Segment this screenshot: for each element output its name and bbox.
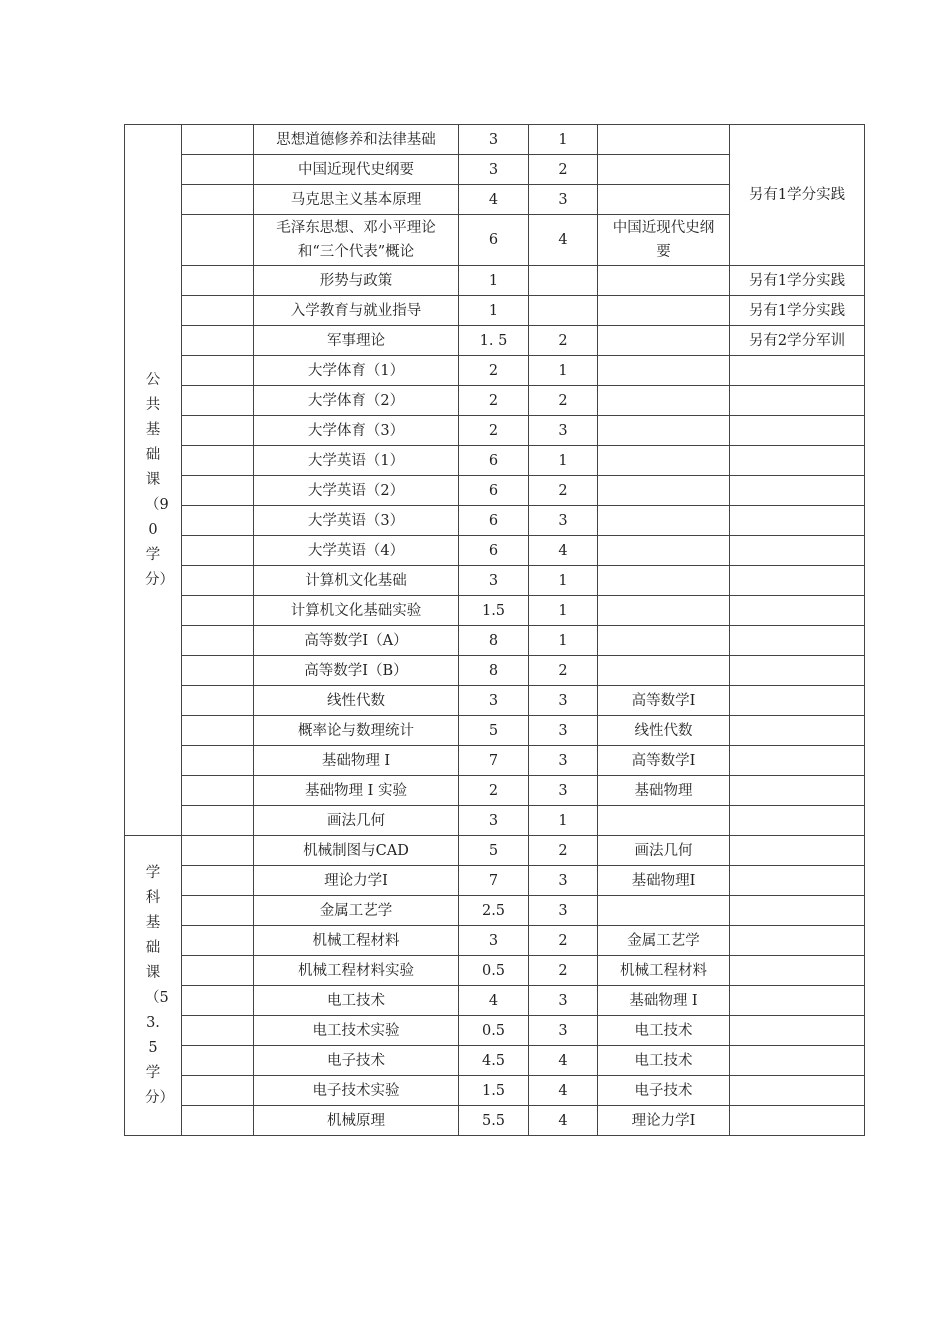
course-prereq: 高等数学Ⅰ: [598, 686, 730, 716]
course-term: 2: [529, 326, 598, 356]
course-term: 3: [529, 776, 598, 806]
empty-cell: [730, 1106, 865, 1136]
empty-cell: [182, 326, 254, 356]
course-note: 另有1学分实践: [730, 125, 865, 266]
course-credits: 0.5: [459, 956, 529, 986]
course-credits: 2: [459, 776, 529, 806]
course-name: 大学英语（2）: [254, 476, 459, 506]
course-prereq: [598, 506, 730, 536]
empty-cell: [730, 746, 865, 776]
course-credits: 7: [459, 746, 529, 776]
empty-cell: [730, 416, 865, 446]
empty-cell: [730, 626, 865, 656]
course-prereq: [598, 446, 730, 476]
empty-cell: [182, 155, 254, 185]
course-note: 另有1学分实践: [730, 266, 865, 296]
table-row: [125, 476, 865, 506]
empty-cell: [730, 446, 865, 476]
empty-cell: [730, 476, 865, 506]
course-credits: 1.5: [459, 596, 529, 626]
course-term: [529, 266, 598, 296]
empty-cell: [182, 866, 254, 896]
empty-cell: [730, 836, 865, 866]
empty-cell: [182, 506, 254, 536]
course-prereq: [598, 566, 730, 596]
table-row: [125, 446, 865, 476]
course-prereq: [598, 185, 730, 215]
course-prereq: 电工技术: [598, 1016, 730, 1046]
table-row: [125, 566, 865, 596]
course-name: 计算机文化基础: [254, 566, 459, 596]
empty-cell: [182, 1016, 254, 1046]
course-term: 2: [529, 956, 598, 986]
course-prereq: 基础物理Ⅰ: [598, 866, 730, 896]
course-prereq: [598, 626, 730, 656]
empty-cell: [730, 806, 865, 836]
empty-cell: [182, 125, 254, 155]
empty-cell: [182, 956, 254, 986]
course-prereq: 中国近现代史纲要: [598, 215, 730, 266]
table-row: [125, 686, 865, 716]
course-credits: 5.5: [459, 1106, 529, 1136]
empty-cell: [182, 626, 254, 656]
course-term: 3: [529, 506, 598, 536]
empty-cell: [730, 776, 865, 806]
empty-cell: [182, 215, 254, 266]
course-prereq: [598, 386, 730, 416]
table-row: [125, 536, 865, 566]
category-subject-label: 学科基础课（53.5学分）: [145, 864, 175, 1106]
empty-cell: [182, 446, 254, 476]
empty-cell: [182, 416, 254, 446]
course-prereq: [598, 296, 730, 326]
course-name: 大学体育（1）: [254, 356, 459, 386]
course-credits: 5: [459, 836, 529, 866]
course-term: 2: [529, 836, 598, 866]
table-row: [125, 506, 865, 536]
course-prereq: 电子技术: [598, 1076, 730, 1106]
table-row: [125, 1046, 865, 1076]
empty-cell: [730, 1076, 865, 1106]
course-prereq: [598, 356, 730, 386]
course-term: 2: [529, 476, 598, 506]
course-name: 机械工程材料实验: [254, 956, 459, 986]
table-row: [125, 926, 865, 956]
course-credits: 6: [459, 476, 529, 506]
table-row: [125, 656, 865, 686]
table-row: [125, 776, 865, 806]
course-credits: 0.5: [459, 1016, 529, 1046]
course-name: 计算机文化基础实验: [254, 596, 459, 626]
course-name: 大学英语（1）: [254, 446, 459, 476]
course-credits: 4: [459, 185, 529, 215]
empty-cell: [182, 1076, 254, 1106]
course-term: 1: [529, 566, 598, 596]
empty-cell: [182, 266, 254, 296]
course-prereq: 机械工程材料: [598, 956, 730, 986]
empty-cell: [730, 1016, 865, 1046]
course-prereq: [598, 416, 730, 446]
empty-cell: [730, 1046, 865, 1076]
empty-cell: [730, 956, 865, 986]
course-name: 机械制图与CAD: [254, 836, 459, 866]
table-row: [125, 326, 865, 356]
course-term: 3: [529, 986, 598, 1016]
course-name: 入学教育与就业指导: [254, 296, 459, 326]
course-name: 基础物理 Ⅰ 实验: [254, 776, 459, 806]
course-term: 1: [529, 596, 598, 626]
empty-cell: [182, 896, 254, 926]
table-row: [125, 356, 865, 386]
course-prereq: [598, 806, 730, 836]
empty-cell: [182, 986, 254, 1016]
curriculum-table: [124, 124, 865, 1136]
empty-cell: [730, 896, 865, 926]
course-name: 金属工艺学: [254, 896, 459, 926]
course-credits: 4.5: [459, 1046, 529, 1076]
course-credits: 3: [459, 806, 529, 836]
course-name: 电子技术: [254, 1046, 459, 1076]
empty-cell: [182, 746, 254, 776]
empty-cell: [730, 986, 865, 1016]
empty-cell: [182, 926, 254, 956]
table-row: [125, 386, 865, 416]
course-prereq: [598, 896, 730, 926]
course-credits: 5: [459, 716, 529, 746]
table-row: [125, 956, 865, 986]
course-name: 电工技术实验: [254, 1016, 459, 1046]
course-term: 3: [529, 866, 598, 896]
table-row: [125, 866, 865, 896]
empty-cell: [730, 686, 865, 716]
table-row: [125, 596, 865, 626]
course-prereq: 画法几何: [598, 836, 730, 866]
category-public-label: 公共基础课（90学分）: [145, 371, 175, 588]
empty-cell: [730, 926, 865, 956]
course-credits: 1: [459, 266, 529, 296]
course-credits: 6: [459, 506, 529, 536]
table-row: [125, 1106, 865, 1136]
table-row: [125, 986, 865, 1016]
empty-cell: [182, 1106, 254, 1136]
course-prereq: 基础物理: [598, 776, 730, 806]
course-term: 1: [529, 806, 598, 836]
course-term: 1: [529, 356, 598, 386]
table-row: [125, 836, 865, 866]
course-name: 电子技术实验: [254, 1076, 459, 1106]
empty-cell: [730, 566, 865, 596]
course-prereq: 高等数学Ⅰ: [598, 746, 730, 776]
course-prereq: 基础物理 Ⅰ: [598, 986, 730, 1016]
course-name: 基础物理 Ⅰ: [254, 746, 459, 776]
empty-cell: [182, 776, 254, 806]
course-prereq: [598, 155, 730, 185]
course-name: 机械原理: [254, 1106, 459, 1136]
course-term: 4: [529, 536, 598, 566]
course-name: 中国近现代史纲要: [254, 155, 459, 185]
course-prereq: [598, 266, 730, 296]
course-prereq: [598, 326, 730, 356]
course-credits: 3: [459, 686, 529, 716]
table-row: [125, 1076, 865, 1106]
course-credits: 3: [459, 566, 529, 596]
empty-cell: [182, 806, 254, 836]
course-term: 4: [529, 1046, 598, 1076]
course-term: 1: [529, 626, 598, 656]
course-prereq: [598, 536, 730, 566]
course-name: 马克思主义基本原理: [254, 185, 459, 215]
course-prereq: 理论力学Ⅰ: [598, 1106, 730, 1136]
empty-cell: [730, 536, 865, 566]
empty-cell: [182, 716, 254, 746]
course-name: 高等数学Ⅰ（B）: [254, 656, 459, 686]
course-name: 理论力学Ⅰ: [254, 866, 459, 896]
course-name: 大学体育（3）: [254, 416, 459, 446]
course-name: 军事理论: [254, 326, 459, 356]
empty-cell: [730, 596, 865, 626]
table-row: [125, 806, 865, 836]
course-credits: 2.5: [459, 896, 529, 926]
table-row: [125, 266, 865, 296]
category-public-cell: [125, 125, 182, 836]
table-row: [125, 716, 865, 746]
course-prereq: [598, 596, 730, 626]
course-name: 大学英语（4）: [254, 536, 459, 566]
course-name: 思想道德修养和法律基础: [254, 125, 459, 155]
table-row: [125, 896, 865, 926]
course-name: 机械工程材料: [254, 926, 459, 956]
empty-cell: [730, 386, 865, 416]
empty-cell: [182, 536, 254, 566]
course-credits: 1.5: [459, 1076, 529, 1106]
empty-cell: [182, 476, 254, 506]
course-term: 3: [529, 1016, 598, 1046]
course-term: 1: [529, 125, 598, 155]
course-term: 3: [529, 746, 598, 776]
course-term: 1: [529, 446, 598, 476]
course-name: 画法几何: [254, 806, 459, 836]
course-credits: 6: [459, 215, 529, 266]
empty-cell: [182, 1046, 254, 1076]
course-name: 高等数学Ⅰ（A）: [254, 626, 459, 656]
course-name: 电工技术: [254, 986, 459, 1016]
course-term: 2: [529, 926, 598, 956]
course-credits: 7: [459, 866, 529, 896]
table-row: [125, 746, 865, 776]
course-credits: 1: [459, 296, 529, 326]
empty-cell: [182, 836, 254, 866]
course-prereq: 金属工艺学: [598, 926, 730, 956]
course-credits: 8: [459, 626, 529, 656]
empty-cell: [182, 296, 254, 326]
course-credits: 3: [459, 125, 529, 155]
course-term: 4: [529, 1076, 598, 1106]
course-term: 4: [529, 1106, 598, 1136]
course-note: 另有1学分实践: [730, 296, 865, 326]
course-term: 2: [529, 386, 598, 416]
empty-cell: [182, 596, 254, 626]
table-row: [125, 626, 865, 656]
course-name: 大学体育（2）: [254, 386, 459, 416]
course-name: 概率论与数理统计: [254, 716, 459, 746]
empty-cell: [182, 566, 254, 596]
course-name: 大学英语（3）: [254, 506, 459, 536]
course-name: 毛泽东思想、邓小平理论和“三个代表”概论: [254, 215, 459, 266]
table-row: [125, 416, 865, 446]
course-term: [529, 296, 598, 326]
course-credits: 3: [459, 155, 529, 185]
course-term: 3: [529, 896, 598, 926]
course-term: 2: [529, 656, 598, 686]
course-term: 2: [529, 155, 598, 185]
empty-cell: [182, 386, 254, 416]
empty-cell: [730, 716, 865, 746]
course-term: 3: [529, 185, 598, 215]
course-prereq: [598, 476, 730, 506]
course-credits: 2: [459, 386, 529, 416]
course-prereq: [598, 656, 730, 686]
course-prereq: 线性代数: [598, 716, 730, 746]
course-credits: 1. 5: [459, 326, 529, 356]
table-row: [125, 296, 865, 326]
course-prereq: 电工技术: [598, 1046, 730, 1076]
course-name: 形势与政策: [254, 266, 459, 296]
empty-cell: [182, 686, 254, 716]
empty-cell: [730, 656, 865, 686]
course-credits: 6: [459, 446, 529, 476]
table-row: [125, 125, 865, 155]
course-term: 3: [529, 416, 598, 446]
course-credits: 2: [459, 356, 529, 386]
empty-cell: [182, 185, 254, 215]
course-credits: 6: [459, 536, 529, 566]
course-prereq: [598, 125, 730, 155]
empty-cell: [730, 506, 865, 536]
category-subject-cell: [125, 836, 182, 1136]
course-credits: 8: [459, 656, 529, 686]
empty-cell: [730, 356, 865, 386]
course-note: 另有2学分军训: [730, 326, 865, 356]
course-credits: 4: [459, 986, 529, 1016]
course-credits: 3: [459, 926, 529, 956]
empty-cell: [730, 866, 865, 896]
course-name: 线性代数: [254, 686, 459, 716]
empty-cell: [182, 356, 254, 386]
course-term: 4: [529, 215, 598, 266]
course-term: 3: [529, 686, 598, 716]
course-term: 3: [529, 716, 598, 746]
course-credits: 2: [459, 416, 529, 446]
table-row: [125, 1016, 865, 1046]
empty-cell: [182, 656, 254, 686]
